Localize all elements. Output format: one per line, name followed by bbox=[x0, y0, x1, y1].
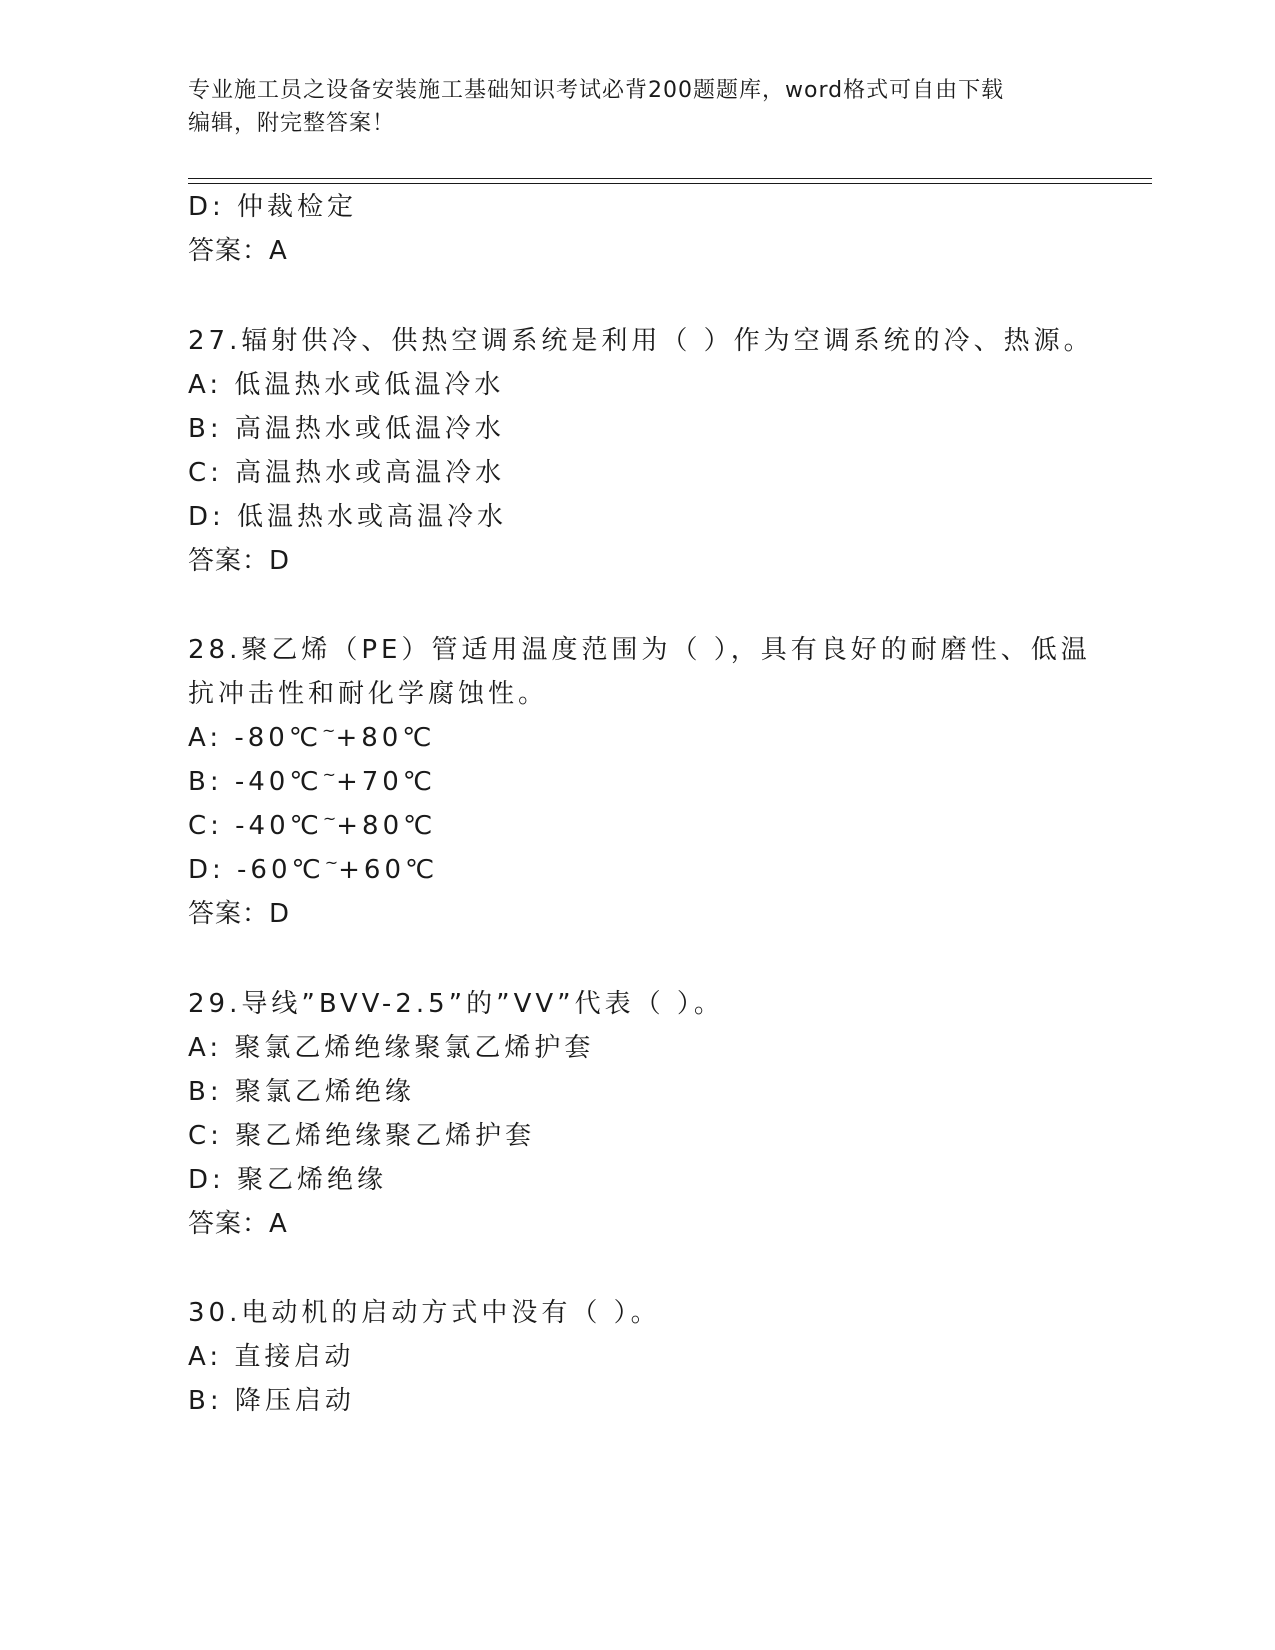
question-29-option-d: D: 聚乙烯绝缘 bbox=[188, 1165, 388, 1195]
question-27-answer: 答案：D bbox=[188, 546, 291, 576]
question-27-option-c: C: 高温热水或高温冷水 bbox=[188, 458, 506, 488]
question-27-stem: 27.辐射供冷、供热空调系统是利用（ ）作为空调系统的冷、热源。 bbox=[188, 326, 1094, 356]
question-26-answer: 答案：A bbox=[188, 236, 288, 266]
option-d-lower: D: -60℃ bbox=[188, 855, 325, 885]
question-30-stem: 30.电动机的启动方式中没有（ ）。 bbox=[188, 1298, 661, 1328]
header-rule-top bbox=[188, 178, 1152, 179]
question-29-stem: 29.导线”BVV-2.5”的”VV”代表（ ）。 bbox=[188, 989, 724, 1019]
tilde-mark: ~ bbox=[322, 809, 337, 828]
tilde-mark: ~ bbox=[322, 721, 336, 740]
option-a-lower: A: -80℃ bbox=[188, 723, 323, 753]
header-line-1: 专业施工员之设备安装施工基础知识考试必背200题题库，word格式可自由下载 bbox=[188, 78, 1005, 103]
header-rule-bottom bbox=[188, 183, 1152, 184]
tilde-mark: ~ bbox=[322, 765, 336, 784]
question-29-option-a: A: 聚氯乙烯绝缘聚氯乙烯护套 bbox=[188, 1033, 595, 1063]
option-b-upper: +70℃ bbox=[335, 767, 437, 797]
question-30-option-b: B: 降压启动 bbox=[188, 1386, 355, 1416]
option-c-upper: +80℃ bbox=[336, 811, 437, 841]
option-c-lower: C: -40℃ bbox=[188, 811, 323, 841]
document-header bbox=[188, 74, 1088, 140]
question-29-option-c: C: 聚乙烯绝缘聚乙烯护套 bbox=[188, 1121, 536, 1151]
option-a-upper: +80℃ bbox=[335, 723, 436, 753]
option-d-upper: +60℃ bbox=[338, 855, 439, 885]
question-28-stem-line-1: 28.聚乙烯（PE）管适用温度范围为（ ），具有良好的耐磨性、低温 bbox=[188, 635, 1091, 665]
question-27-option-a: A: 低温热水或低温冷水 bbox=[188, 370, 505, 400]
question-30-option-a: A: 直接启动 bbox=[188, 1342, 355, 1372]
question-28-option-d bbox=[188, 853, 438, 890]
question-26-option-d: D: 仲裁检定 bbox=[188, 192, 358, 222]
question-28-option-c bbox=[188, 809, 436, 846]
tilde-mark: ~ bbox=[324, 853, 339, 872]
question-28-stem-line-2: 抗冲击性和耐化学腐蚀性。 bbox=[188, 679, 549, 709]
question-28-answer: 答案：D bbox=[188, 899, 291, 929]
question-28-option-a bbox=[188, 721, 436, 758]
question-29-answer: 答案：A bbox=[188, 1209, 288, 1239]
question-27-option-b: B: 高温热水或低温冷水 bbox=[188, 414, 505, 444]
question-28-option-b bbox=[188, 765, 436, 802]
option-b-lower: B: -40℃ bbox=[188, 767, 323, 797]
question-29-option-b: B: 聚氯乙烯绝缘 bbox=[188, 1077, 415, 1107]
header-line-2: 编辑，附完整答案！ bbox=[188, 111, 396, 136]
question-27-option-d: D: 低温热水或高温冷水 bbox=[188, 502, 508, 532]
